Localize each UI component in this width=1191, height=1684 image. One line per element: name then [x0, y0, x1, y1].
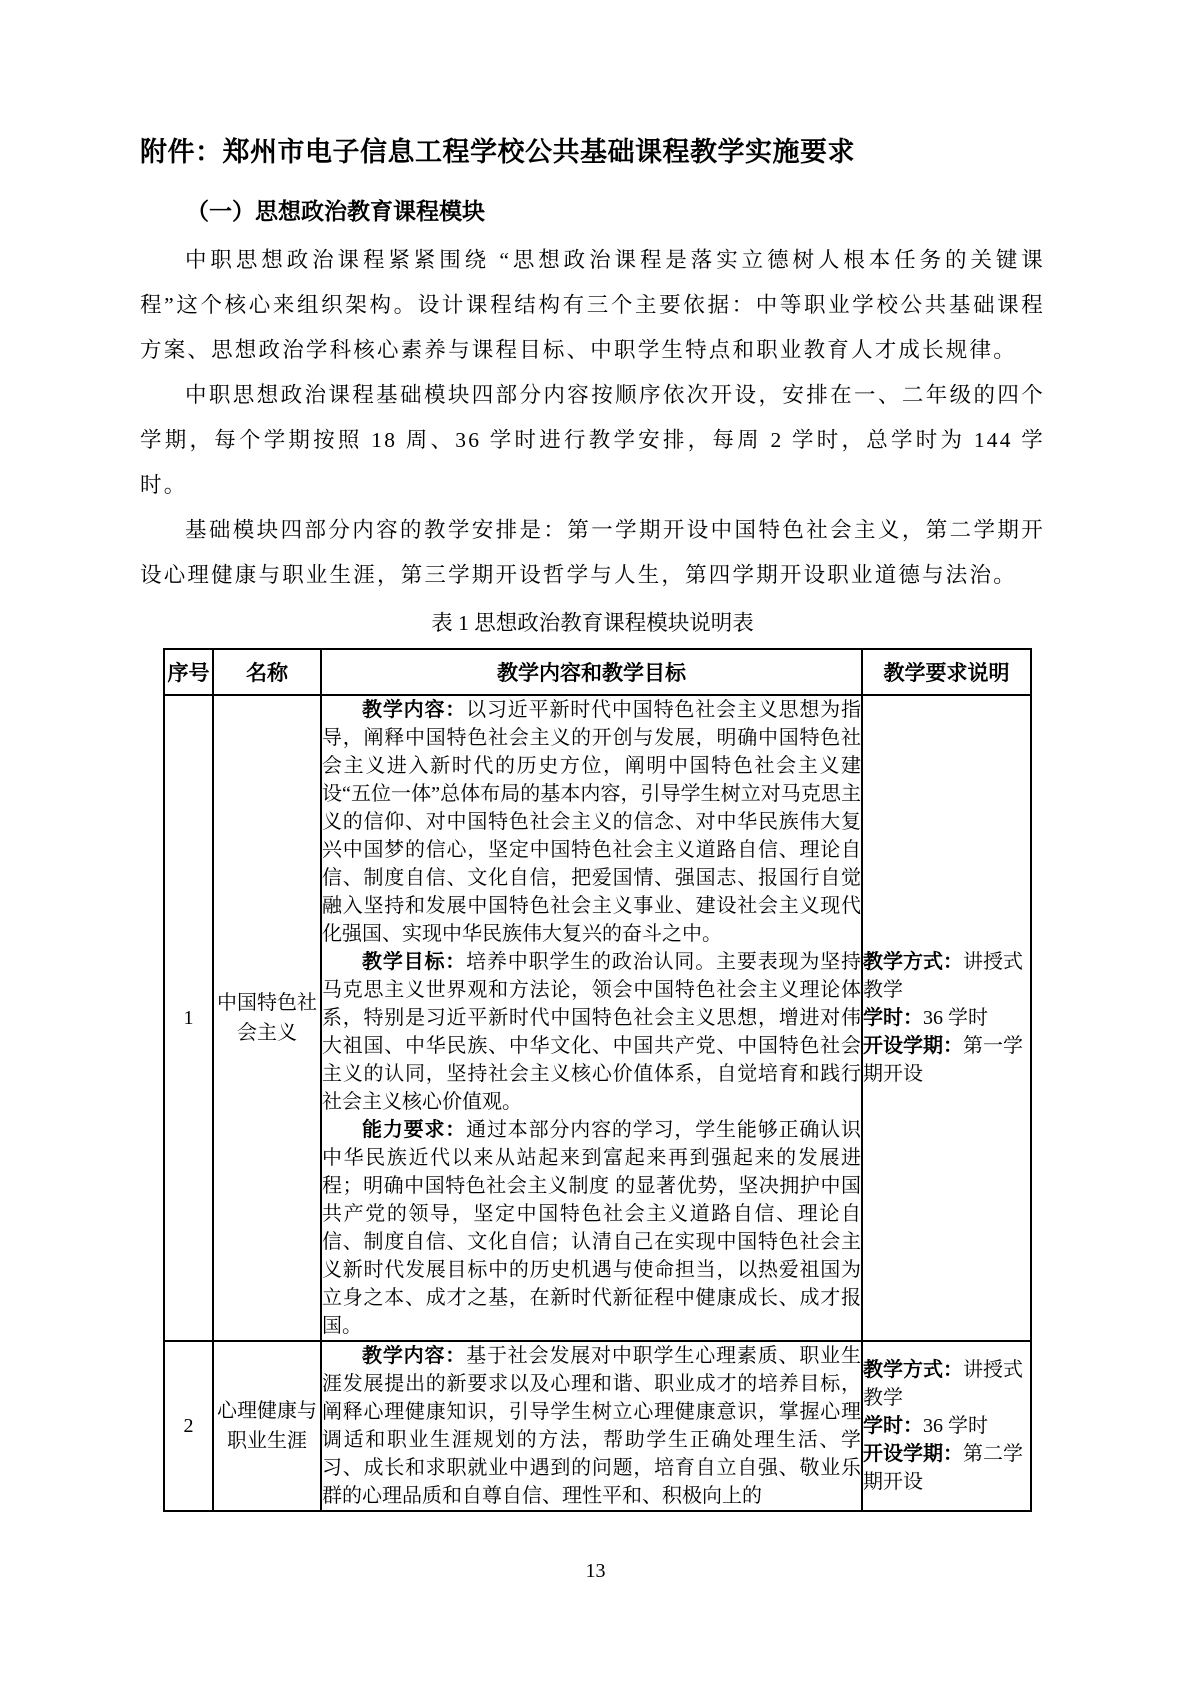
run-label: 教学方式： — [863, 951, 963, 973]
row1-requirement-cell — [862, 695, 1031, 1341]
table-header-row — [164, 649, 1031, 695]
row1-class-hours — [863, 1004, 1030, 1032]
row2-semester — [863, 1440, 1030, 1496]
col-header-seq: 序号 — [164, 649, 213, 695]
table-row-2 — [164, 1341, 1031, 1511]
row2-content-cell — [321, 1341, 862, 1511]
run-label: 开设学期： — [863, 1443, 963, 1465]
run-text: 第一学期开设 — [863, 1035, 1023, 1085]
row2-seq: 2 — [164, 1341, 213, 1511]
table-caption: 表 1 思想政治教育课程模块说明表 — [431, 611, 754, 635]
run-text: 以习近平新时代中国特色社会主义思想为指导，阐释中国特色社会主义的开创与发展，明确中国特色社会主义进入新时代的历史方位，阐明中国特色社会主义建设“五位一体”总体布局的基本内容，引导学生树立对马克思主义的信仰、对中国特色社会主义的信念、对中华民族伟大复兴中国梦的信心，坚定中国特色社会主义道路自信、理论自信、制度自信、文化自信，把爱国情、强国志、报国行自觉融入坚持和发展中国特色社会主义事业、建设社会主义现代化强国、实现中华民族伟大复兴的奋斗之中。 — [322, 699, 862, 945]
col-header-name: 名称 — [213, 649, 321, 695]
row1-content-cell — [321, 695, 862, 1341]
run-text: 通过本部分内容的学习，学生能够正确认识中华民族近代以来从站起来到富起来再到强起来的发展进程；明确中国特色社会主义制度 的显著优势，坚决拥护中国共产党的领导，坚定中国特色社会主义道路自信、理论自信、制度自信、文化自信；认清自己在实现中国特色社会主义新时代发展目标中的历史机遇与使命担当，以热爱祖国为立身之本、成才之基，在新时代新征程中健康成长、成才报国。 — [322, 1119, 862, 1337]
page-number: 13 — [585, 1560, 606, 1582]
body-paragraph-1: 中职思想政治课程紧紧围绕 “思想政治课程是落实立德树人根本任务的关键课程”这个核心来组织架构。设计课程结构有三个主要依据：中等职业学校公共基础课程方案、思想政治学科核心素养与课程目标、中职学生特点和职业教育人才成长规律。 — [140, 248, 1045, 362]
row1-seq: 1 — [164, 695, 213, 1341]
run-label: 开设学期： — [863, 1035, 963, 1057]
run-label: 教学目标： — [362, 951, 467, 973]
body-paragraph-3: 基础模块四部分内容的教学安排是：第一学期开设中国特色社会主义，第二学期开设心理健康与职业生涯，第三学期开设哲学与人生，第四学期开设职业道德与法治。 — [140, 518, 1045, 587]
table-row-1 — [164, 695, 1031, 1341]
row2-teaching-content — [322, 1342, 861, 1510]
run-label: 能力要求： — [362, 1119, 467, 1141]
run-text: 36 学时 — [923, 1007, 988, 1029]
run-text: 讲授式教学 — [863, 951, 1023, 1001]
run-text: 培养中职学生的政治认同。主要表现为坚持马克思主义世界观和方法论，领会中国特色社会主义理论体系，特别是习近平新时代中国特色社会主义思想，增进对伟大祖国、中华民族、中华文化、中国共产党、中国特色社会主义的认同，坚持社会主义核心价值体系，自觉培育和践行社会主义核心价值观。 — [322, 951, 862, 1113]
row1-teaching-method — [863, 948, 1030, 1004]
row1-semester — [863, 1032, 1030, 1088]
section-heading: （一）思想政治教育课程模块 — [186, 199, 485, 224]
row1-ability-requirement — [322, 1116, 861, 1340]
row2-requirement-cell — [862, 1341, 1031, 1511]
row1-teaching-goal — [322, 948, 861, 1116]
col-header-requirement: 教学要求说明 — [862, 649, 1031, 695]
run-label: 学时： — [863, 1415, 923, 1437]
row2-class-hours — [863, 1412, 1030, 1440]
row1-teaching-content — [322, 696, 861, 948]
run-text: 基于社会发展对中职学生心理素质、职业生涯发展提出的新要求以及心理和谐、职业成才的培养目标，阐释心理健康知识，引导学生树立心理健康意识，掌握心理调适和职业生涯规划的方法，帮助学生正确处理生活、学习、成长和求职就业中遇到的问题，培育自立自强、敬业乐群的心理品质和自尊自信、理性平和、积极向上的 — [322, 1345, 862, 1507]
run-text: 讲授式教学 — [863, 1359, 1023, 1409]
body-paragraph-2: 中职思想政治课程基础模块四部分内容按顺序依次开设，安排在一、二年级的四个学期，每个学期按照 18 周、36 学时进行教学安排，每周 2 学时，总学时为 144 学时。 — [140, 383, 1045, 497]
course-module-table — [163, 648, 1032, 1512]
run-label: 教学内容： — [362, 1345, 467, 1367]
run-text: 36 学时 — [923, 1415, 988, 1437]
run-label: 学时： — [863, 1007, 923, 1029]
col-header-content: 教学内容和教学目标 — [321, 649, 862, 695]
run-label: 教学方式： — [863, 1359, 963, 1381]
row2-course-name: 心理健康与职业生涯 — [213, 1341, 321, 1511]
page-title: 附件：郑州市电子信息工程学校公共基础课程教学实施要求 — [140, 137, 855, 167]
row1-course-name: 中国特色社会主义 — [213, 695, 321, 1341]
row2-teaching-method — [863, 1356, 1030, 1412]
run-text: 第二学期开设 — [863, 1443, 1023, 1493]
run-label: 教学内容： — [362, 699, 467, 721]
